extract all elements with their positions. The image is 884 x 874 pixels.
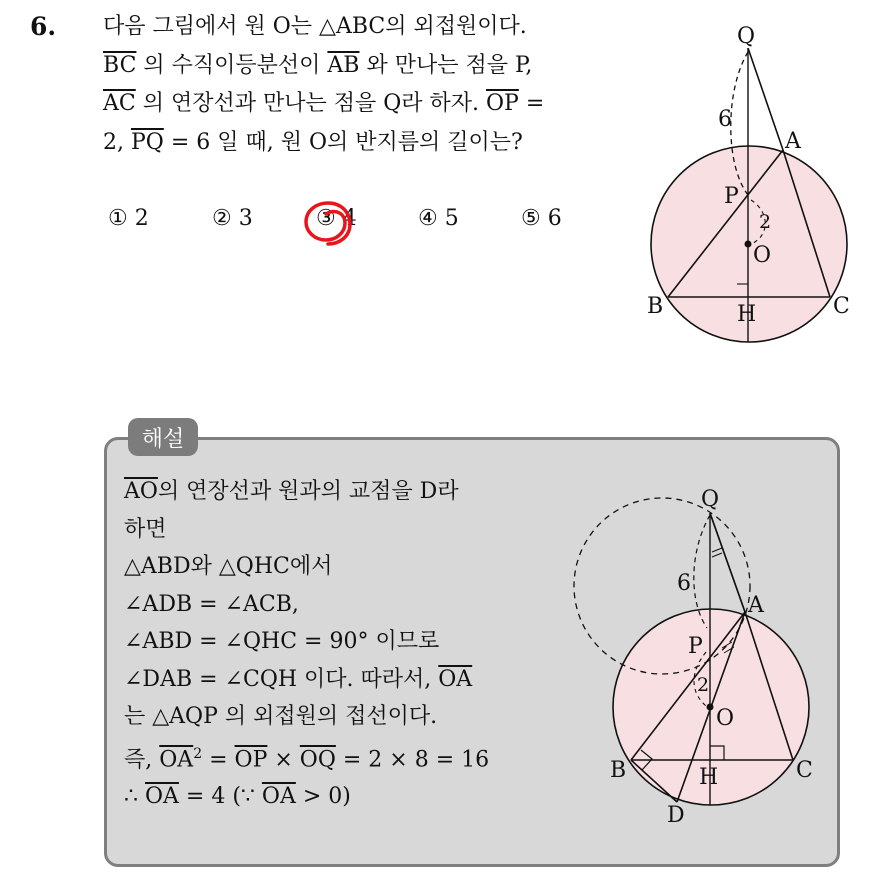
- segment-bc: $\overline{BC}$: [103, 52, 137, 78]
- segment-op: $\overline{OP}$: [234, 746, 268, 772]
- label-two: 2: [759, 211, 772, 233]
- solution-text-fragment: = 4 (∵: [178, 784, 262, 810]
- segment-oa: $\overline{OA}$: [261, 784, 296, 810]
- solution-text-fragment: > 0): [295, 784, 351, 810]
- label-o: O: [716, 706, 735, 731]
- label-b: B: [610, 758, 627, 783]
- choice-3[interactable]: ③ 4: [316, 206, 357, 231]
- question-text-fragment: 의 수직이등분선이: [136, 52, 328, 78]
- label-two: 2: [697, 674, 710, 696]
- segment-oa: $\overline{OA}$: [159, 746, 194, 772]
- question-text-fragment: 와 만나는 점을 P,: [359, 52, 533, 78]
- segment-op: $\overline{OP}$: [486, 91, 519, 116]
- question-text-fragment: =: [518, 91, 545, 116]
- solution-text-fragment: ∴: [124, 784, 145, 810]
- segment-pq: $\overline{PQ}$: [130, 129, 164, 155]
- choice-1[interactable]: ① 2: [108, 206, 149, 231]
- angle-mark-q: [712, 548, 722, 557]
- segment-ac: $\overline{AC}$: [103, 91, 136, 116]
- segment-oa: $\overline{OA}$: [145, 784, 179, 810]
- label-p: P: [724, 184, 739, 209]
- solution-text-fragment: 즉,: [124, 746, 160, 772]
- question-text-fragment: = 6 일 때, 원 O의 반지름의 길이는?: [163, 129, 523, 155]
- center-point: [707, 704, 714, 711]
- question-line-1: 다음 그림에서 원 O는 △ABC의 외접원이다.: [103, 14, 527, 39]
- solution-tab: 해설: [128, 418, 198, 456]
- solution-line-7: 는 △AQP 의 외접원의 접선이다.: [124, 704, 438, 729]
- label-h: H: [737, 302, 757, 327]
- choice-2[interactable]: ② 3: [212, 206, 253, 231]
- segment-oq: $\overline{OQ}$: [299, 746, 336, 772]
- solution-text-fragment: 의 연장선과 원과의 교점을 D라: [157, 479, 459, 504]
- label-d: D: [667, 803, 685, 828]
- label-a: A: [748, 593, 764, 618]
- solution-line-3: △ABD와 △QHC에서: [124, 554, 333, 579]
- solution-text-fragment: =: [202, 746, 235, 772]
- question-text-fragment: 2,: [103, 129, 131, 155]
- label-six: 6: [718, 107, 732, 132]
- segment-ao: $\overline{AO}$: [124, 479, 158, 504]
- question-number: 6.: [30, 12, 57, 41]
- solution-text-fragment: ∠DAB = ∠CQH 이다. 따라서,: [124, 666, 439, 692]
- solution-line-4: ∠ADB = ∠ACB,: [124, 591, 299, 617]
- label-a: A: [785, 129, 801, 154]
- label-h: H: [699, 765, 719, 790]
- label-p: P: [688, 634, 703, 659]
- choice-4[interactable]: ④ 5: [418, 206, 459, 231]
- exponent: 2: [193, 745, 203, 762]
- segment-oa: $\overline{OA}$: [438, 666, 473, 692]
- solution-text-fragment: = 2 × 8 = 16: [335, 746, 490, 772]
- solution-line-5: ∠ABD = ∠QHC = 90° 이므로: [124, 629, 440, 654]
- solution-text-fragment: ×: [267, 746, 300, 772]
- label-b: B: [647, 294, 664, 319]
- question-text-fragment: 의 연장선과 만나는 점을 Q라 하자.: [135, 91, 486, 116]
- label-q: Q: [737, 24, 756, 49]
- label-o: O: [753, 243, 772, 268]
- label-c: C: [833, 294, 850, 319]
- label-c: C: [796, 758, 813, 783]
- label-six: 6: [677, 571, 691, 596]
- segment-ab: $\overline{AB}$: [327, 52, 360, 78]
- choice-5[interactable]: ⑤ 6: [521, 206, 562, 231]
- solution-line-2: 하면: [124, 516, 167, 542]
- label-q: Q: [701, 487, 720, 512]
